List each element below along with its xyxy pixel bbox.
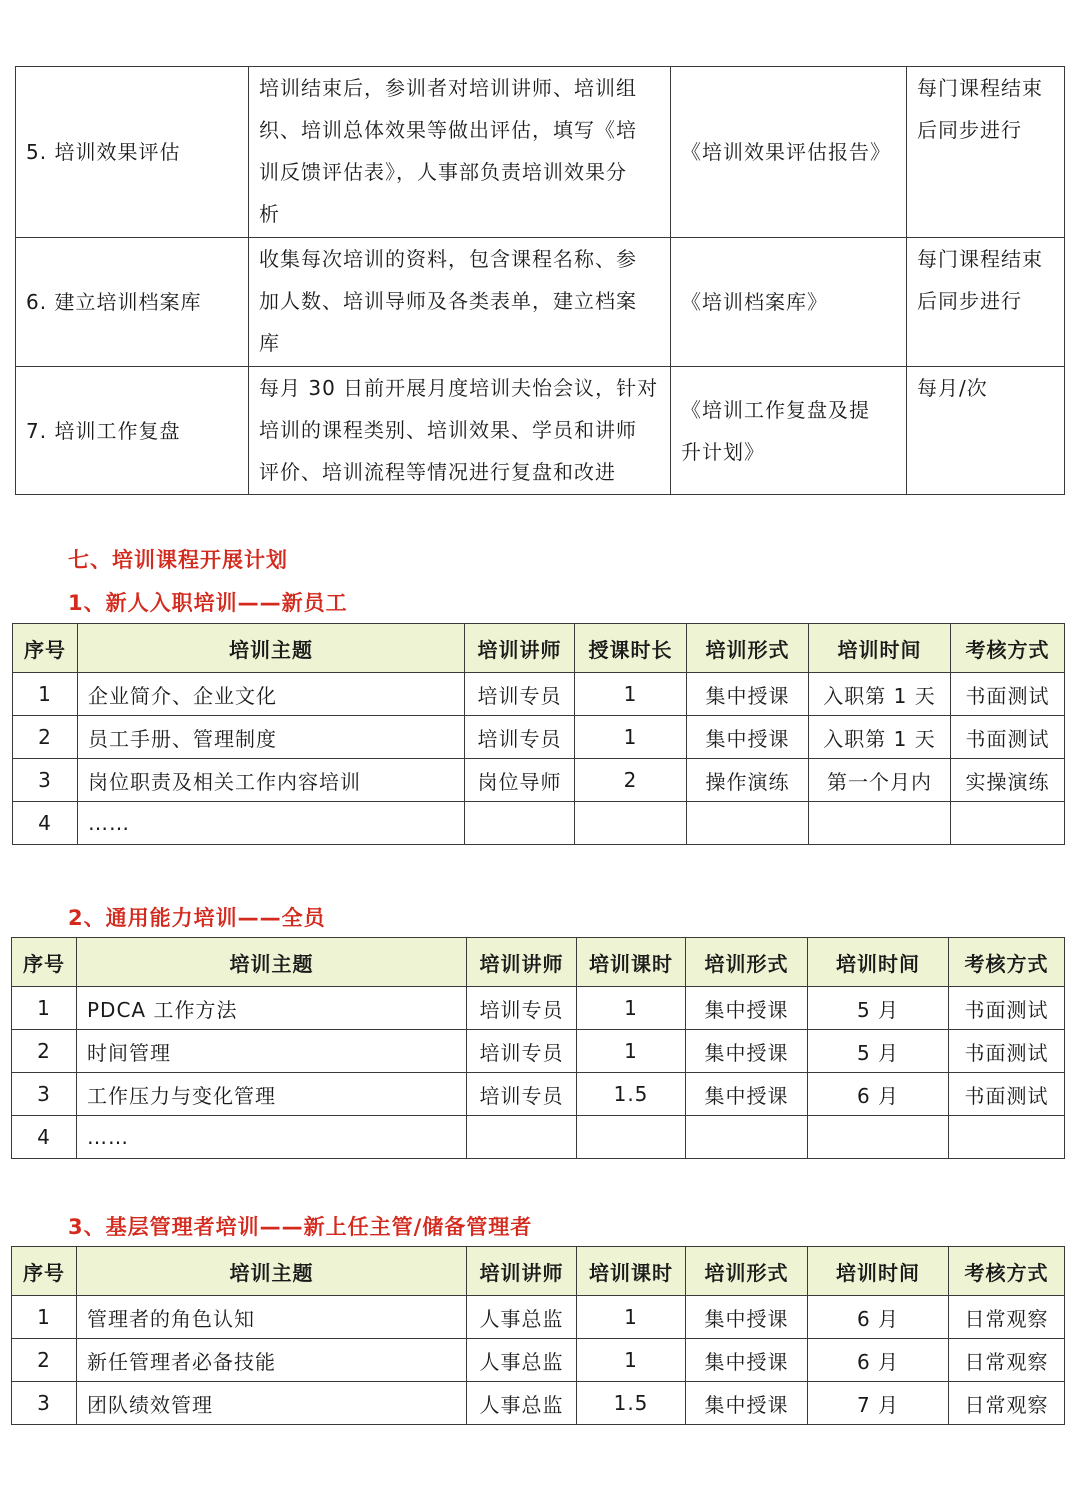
- desc-cell: 每月 30 日前开展月度培训夫怡会议，针对 培训的课程类别、培训效果、学员和讲师 评价、培训流程等情况进行复盘和改进: [249, 367, 671, 495]
- cell: [465, 802, 575, 845]
- cell: 1.5: [577, 1382, 686, 1425]
- cell: 培训专员: [467, 1030, 577, 1073]
- col-header: 培训形式: [687, 624, 809, 673]
- cell: 工作压力与变化管理: [77, 1073, 467, 1116]
- cell: ……: [78, 802, 465, 845]
- table-row: [13, 716, 1065, 759]
- cell: 人事总监: [467, 1296, 577, 1339]
- cell: 1: [575, 673, 687, 716]
- step-cell: 6. 建立培训档案库: [16, 238, 249, 367]
- cell: [809, 802, 951, 845]
- cell: 人事总监: [467, 1339, 577, 1382]
- cell: 操作演练: [687, 759, 809, 802]
- section-title: 七、培训课程开展计划: [68, 548, 288, 572]
- cell: 1: [577, 1339, 686, 1382]
- cell: 培训专员: [465, 716, 575, 759]
- cell: 1: [12, 1296, 77, 1339]
- cell: 培训专员: [467, 1073, 577, 1116]
- table-row: [12, 1339, 1065, 1382]
- cell: 企业简介、企业文化: [78, 673, 465, 716]
- col-header: 考核方式: [949, 938, 1065, 987]
- cell: 1: [13, 673, 78, 716]
- table-row: [13, 759, 1065, 802]
- desc-cell: 收集每次培训的资料，包含课程名称、参 加人数、培训导师及各类表单，建立档案 库: [249, 238, 671, 367]
- step-cell: 5. 培训效果评估: [16, 67, 249, 238]
- plan-table-manager: [11, 1246, 1065, 1425]
- cell: 书面测试: [951, 716, 1065, 759]
- frequency-cell: 每月/次: [907, 367, 1065, 495]
- col-header: 序号: [13, 624, 78, 673]
- cell: 集中授课: [686, 1296, 808, 1339]
- cell: 1: [12, 987, 77, 1030]
- cell: 书面测试: [949, 987, 1065, 1030]
- cell: [686, 1116, 808, 1159]
- plan-table-new-hire: [12, 623, 1065, 845]
- cell: 书面测试: [949, 1030, 1065, 1073]
- table-row: [16, 67, 1065, 238]
- cell: 2: [12, 1339, 77, 1382]
- cell: 2: [13, 716, 78, 759]
- cell: 岗位职责及相关工作内容培训: [78, 759, 465, 802]
- cell: 2: [12, 1030, 77, 1073]
- plan-table-general: [11, 937, 1065, 1159]
- cell: 1: [577, 987, 686, 1030]
- table-row: [12, 987, 1065, 1030]
- process-table: [15, 66, 1065, 495]
- cell: 集中授课: [686, 1382, 808, 1425]
- output-cell: 《培训效果评估报告》: [671, 67, 907, 238]
- cell: 3: [12, 1073, 77, 1116]
- col-header: 培训主题: [77, 938, 467, 987]
- cell: 团队绩效管理: [77, 1382, 467, 1425]
- table-row: [13, 673, 1065, 716]
- table-row: [12, 1296, 1065, 1339]
- col-header: 培训主题: [77, 1247, 467, 1296]
- cell: 培训专员: [467, 987, 577, 1030]
- cell: 岗位导师: [465, 759, 575, 802]
- col-header: 培训课时: [577, 938, 686, 987]
- cell: 第一个月内: [809, 759, 951, 802]
- cell: 3: [12, 1382, 77, 1425]
- plan-title: 2、通用能力培训——全员: [68, 906, 326, 930]
- table-row: [12, 1030, 1065, 1073]
- cell: 1: [575, 716, 687, 759]
- table-row: [12, 1382, 1065, 1425]
- cell: [949, 1116, 1065, 1159]
- cell: 集中授课: [687, 673, 809, 716]
- cell: 书面测试: [951, 673, 1065, 716]
- frequency-cell: 每门课程结束 后同步进行: [907, 67, 1065, 238]
- cell: 日常观察: [949, 1382, 1065, 1425]
- table-row: [12, 1116, 1065, 1159]
- cell: 实操演练: [951, 759, 1065, 802]
- col-header: 培训时间: [808, 1247, 949, 1296]
- cell: 1.5: [577, 1073, 686, 1116]
- col-header: 考核方式: [949, 1247, 1065, 1296]
- col-header: 培训讲师: [467, 938, 577, 987]
- table-row: [12, 1073, 1065, 1116]
- cell: 新任管理者必备技能: [77, 1339, 467, 1382]
- cell: 7 月: [808, 1382, 949, 1425]
- cell: 集中授课: [686, 1073, 808, 1116]
- cell: 5 月: [808, 1030, 949, 1073]
- col-header: 考核方式: [951, 624, 1065, 673]
- plan-title: 1、新人入职培训——新员工: [68, 591, 348, 615]
- col-header: 培训讲师: [467, 1247, 577, 1296]
- cell: 时间管理: [77, 1030, 467, 1073]
- cell: 4: [13, 802, 78, 845]
- table-row: [16, 367, 1065, 495]
- cell: PDCA 工作方法: [77, 987, 467, 1030]
- cell: 1: [577, 1296, 686, 1339]
- cell: 5 月: [808, 987, 949, 1030]
- col-header: 序号: [12, 1247, 77, 1296]
- cell: [575, 802, 687, 845]
- cell: 6 月: [808, 1296, 949, 1339]
- col-header: 培训主题: [78, 624, 465, 673]
- cell: 3: [13, 759, 78, 802]
- col-header: 序号: [12, 938, 77, 987]
- output-cell: 《培训工作复盘及提 升计划》: [671, 367, 907, 495]
- cell: 集中授课: [687, 716, 809, 759]
- cell: [467, 1116, 577, 1159]
- cell: 日常观察: [949, 1296, 1065, 1339]
- cell: 培训专员: [465, 673, 575, 716]
- cell: [577, 1116, 686, 1159]
- cell: 人事总监: [467, 1382, 577, 1425]
- header-row: [12, 1247, 1065, 1296]
- col-header: 培训讲师: [465, 624, 575, 673]
- cell: 1: [577, 1030, 686, 1073]
- table-row: [16, 238, 1065, 367]
- cell: 管理者的角色认知: [77, 1296, 467, 1339]
- cell: [808, 1116, 949, 1159]
- cell: 集中授课: [686, 1339, 808, 1382]
- col-header: 培训时间: [808, 938, 949, 987]
- cell: [951, 802, 1065, 845]
- cell: 员工手册、管理制度: [78, 716, 465, 759]
- cell: 入职第 1 天: [809, 673, 951, 716]
- desc-cell: 培训结束后，参训者对培训讲师、培训组 织、培训总体效果等做出评估，填写《培 训反馈评估表》，人事部负责培训效果分 析: [249, 67, 671, 238]
- cell: [687, 802, 809, 845]
- cell: 6 月: [808, 1073, 949, 1116]
- header-row: [12, 938, 1065, 987]
- cell: 入职第 1 天: [809, 716, 951, 759]
- plan-title: 3、基层管理者培训——新上任主管/储备管理者: [68, 1215, 533, 1239]
- cell: 日常观察: [949, 1339, 1065, 1382]
- step-cell: 7. 培训工作复盘: [16, 367, 249, 495]
- cell: ……: [77, 1116, 467, 1159]
- header-row: [13, 624, 1065, 673]
- cell: 4: [12, 1116, 77, 1159]
- col-header: 培训形式: [686, 1247, 808, 1296]
- col-header: 培训课时: [577, 1247, 686, 1296]
- cell: 书面测试: [949, 1073, 1065, 1116]
- col-header: 培训时间: [809, 624, 951, 673]
- cell: 6 月: [808, 1339, 949, 1382]
- output-cell: 《培训档案库》: [671, 238, 907, 367]
- col-header: 培训形式: [686, 938, 808, 987]
- cell: 2: [575, 759, 687, 802]
- cell: 集中授课: [686, 987, 808, 1030]
- table-row: [13, 802, 1065, 845]
- cell: 集中授课: [686, 1030, 808, 1073]
- col-header: 授课时长: [575, 624, 687, 673]
- frequency-cell: 每门课程结束 后同步进行: [907, 238, 1065, 367]
